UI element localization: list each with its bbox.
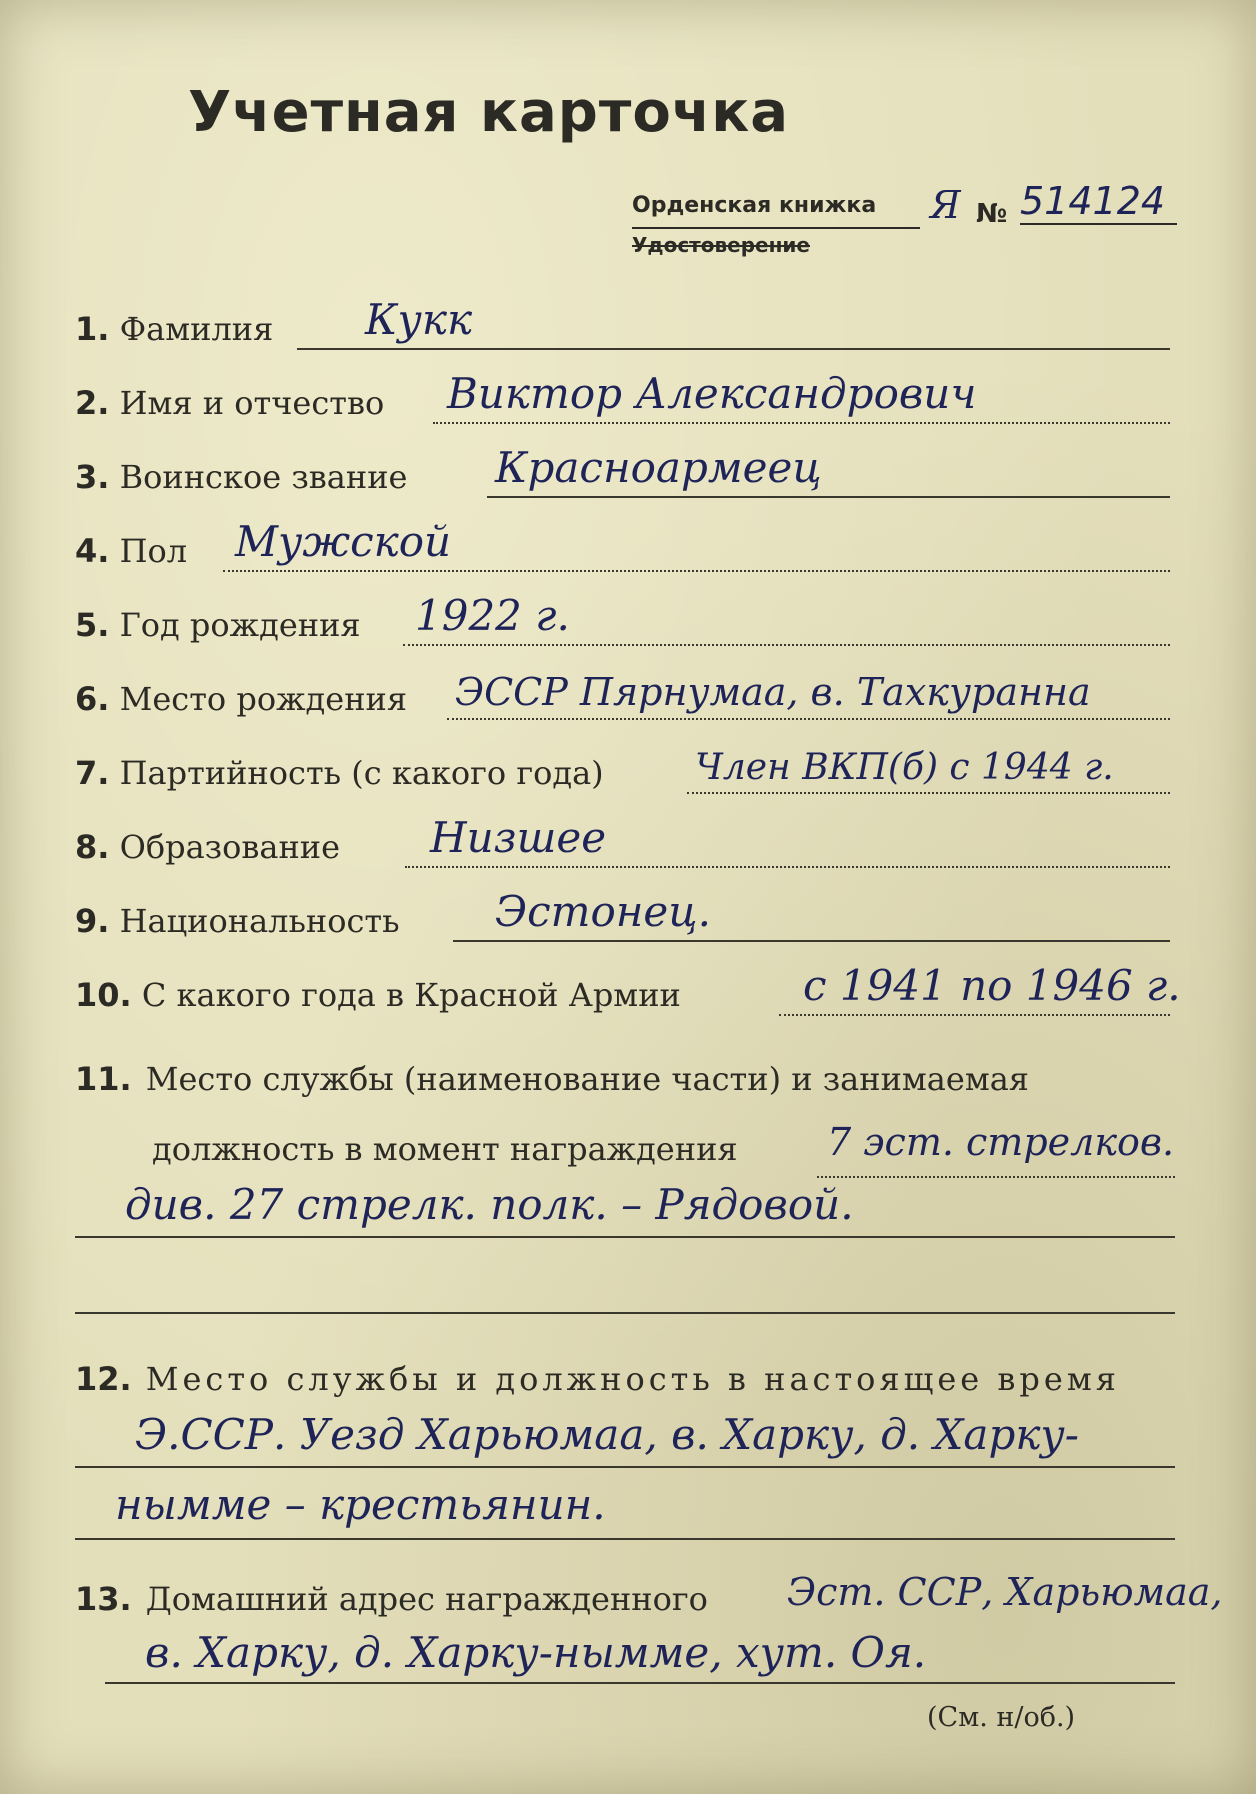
- field-sex: [75, 518, 1170, 578]
- field-value: Кукк: [365, 295, 473, 344]
- field-line: [779, 1014, 1170, 1016]
- field-home-address: [75, 1570, 1223, 1690]
- field-label: Воинское звание: [119, 458, 408, 496]
- field-value: 1922 г.: [415, 591, 570, 640]
- field-value-line2: див. 27 стрелк. полк. – Рядовой.: [125, 1180, 854, 1229]
- field-number: 4.: [75, 532, 110, 570]
- field-line: [75, 1236, 1175, 1238]
- certificate-label-struck: Удостоверение: [632, 233, 810, 257]
- field-line: [453, 940, 1170, 942]
- field-value: Эстонец.: [495, 887, 711, 936]
- field-line: [75, 1538, 1175, 1540]
- field-line: [75, 1466, 1175, 1468]
- field-nationality: [75, 888, 1170, 948]
- field-number: 5.: [75, 606, 110, 644]
- field-label: Пол: [119, 532, 188, 570]
- field-value: Виктор Александрович: [447, 369, 977, 418]
- field-label: Имя и отчество: [119, 384, 385, 422]
- field-surname: [75, 296, 1170, 356]
- field-label-line2: должность в момент награждения: [152, 1130, 738, 1168]
- field-current-service: [75, 1360, 1175, 1550]
- field-label: Место рождения: [119, 680, 408, 718]
- field-number: 6.: [75, 680, 110, 718]
- field-number: 8.: [75, 828, 110, 866]
- blank-line: [75, 1312, 1175, 1314]
- field-value: Член ВКП(б) с 1944 г.: [695, 747, 1114, 788]
- field-party: [75, 740, 1170, 800]
- field-value: ЭССР Пярнумаа, в. Тахкуранна: [455, 670, 1091, 714]
- order-book-series: Я: [930, 183, 961, 227]
- field-rank: [75, 444, 1170, 504]
- number-sign: №: [976, 199, 1008, 229]
- field-label: Фамилия: [119, 310, 274, 348]
- field-line: [405, 866, 1170, 868]
- field-label: С какого года в Красной Армии: [141, 976, 681, 1014]
- order-book-block: [632, 179, 1166, 265]
- field-value-line2: нымме – крестьянин.: [115, 1480, 606, 1529]
- field-line: [297, 348, 1170, 350]
- field-label: Национальность: [119, 902, 400, 940]
- field-number: 7.: [75, 754, 110, 792]
- order-book-underline: [632, 227, 920, 229]
- field-number: 9.: [75, 902, 110, 940]
- field-line: [433, 422, 1170, 424]
- field-value: Красноармеец: [495, 443, 822, 492]
- field-label: Домашний адрес награжденного: [145, 1580, 708, 1618]
- field-number: 10.: [75, 976, 132, 1014]
- field-line: [403, 644, 1170, 646]
- field-army-since: [75, 961, 1181, 1022]
- field-number: 1.: [75, 310, 110, 348]
- field-value-line1: Э.ССР. Уезд Харьюмаа, в. Харку, д. Харку-: [135, 1410, 1079, 1459]
- field-label: Партийность (с какого года): [119, 754, 604, 792]
- field-number: 11.: [75, 1060, 132, 1098]
- field-number: 13.: [75, 1580, 132, 1618]
- field-line: [817, 1176, 1175, 1178]
- field-label-line1: Место службы (наименование части) и занимаемая: [145, 1060, 1029, 1098]
- see-reverse-note: (См. н/об.): [927, 1702, 1076, 1733]
- field-value-line1: Эст. ССР, Харьюмаа,: [787, 1570, 1223, 1614]
- field-birth-place: [75, 666, 1170, 726]
- field-value-line2: в. Харку, д. Харку-нымме, хут. Оя.: [145, 1628, 927, 1677]
- field-line: [487, 496, 1170, 498]
- field-birth-year: [75, 592, 1170, 652]
- order-book-label: Орденская книжка: [632, 193, 877, 218]
- field-number: 12.: [75, 1360, 132, 1398]
- field-line: [447, 718, 1170, 720]
- order-book-number: 514124: [1020, 179, 1177, 225]
- field-label: Образование: [119, 828, 341, 866]
- field-name-patronymic: [75, 370, 1170, 430]
- field-value: Низшее: [430, 813, 607, 862]
- field-value: с 1941 по 1946 г.: [803, 961, 1181, 1010]
- field-education: [75, 814, 1170, 874]
- field-service-at-award: [75, 1060, 1175, 1240]
- field-value-line1: 7 эст. стрелков.: [827, 1120, 1175, 1164]
- field-value: Мужской: [235, 517, 452, 566]
- field-line: [105, 1682, 1175, 1684]
- field-line: [687, 792, 1170, 794]
- card-title: Учетная карточка: [188, 80, 790, 145]
- field-line: [223, 570, 1170, 572]
- field-number: 3.: [75, 458, 110, 496]
- field-label: Год рождения: [119, 606, 361, 644]
- field-label: Место службы и должность в настоящее время: [145, 1360, 1120, 1398]
- field-number: 2.: [75, 384, 110, 422]
